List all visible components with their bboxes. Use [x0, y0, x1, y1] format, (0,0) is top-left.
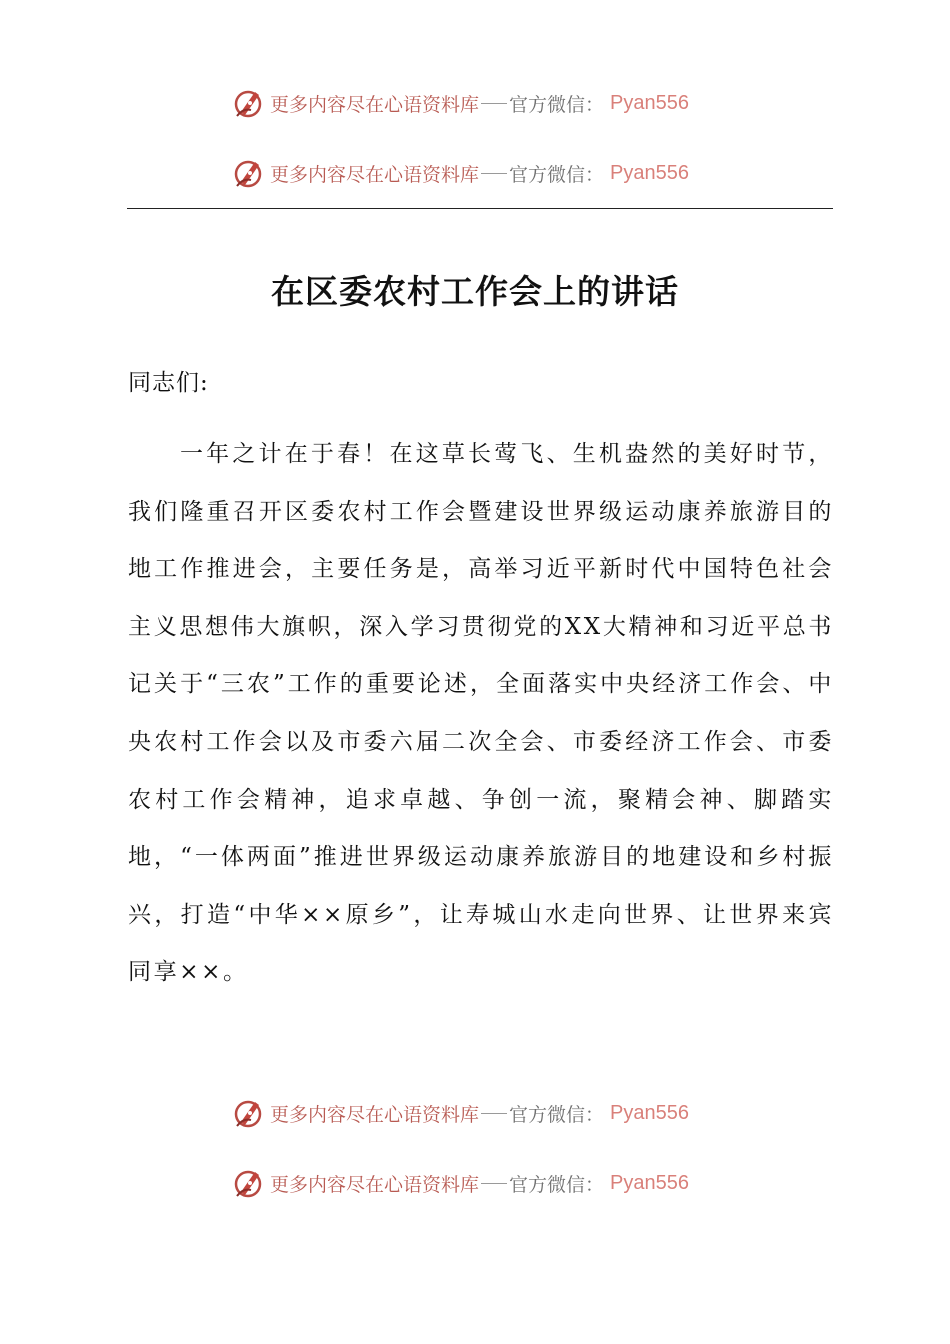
body-paragraph: 一年之计在于春！在这草长莺飞、生机盎然的美好时节，我们隆重召开区委农村工作会暨建设世界级运动康养旅游目的地工作推进会，主要任务是，高举习近平新时代中国特色社会主义思想伟大旗帜，深入学习贯彻党的XX大精神和习近平总书记关于“三农”工作的重要论述，全面落实中央经济工作会、中央农村工作会以及市委六届二次全会、市委经济工作会、市委农村工作会精神，追求卓越、争创一流，聚精会神、脚踏实地，“一体两面”推进世界级运动康养旅游目的地建设和乡村振兴，打造“中华××原乡”，让寿城山水走向世界、让世界来宾同享××。: [128, 441, 834, 986]
watermark-brand-text: 更多内容尽在心语资料库: [270, 93, 480, 116]
watermark-wechat-label: 官方微信：: [509, 163, 605, 186]
watermark-separator: [481, 103, 507, 104]
pen-nib-logo-icon: [230, 85, 266, 121]
watermark-wechat-id: Pyan556: [610, 1101, 689, 1124]
watermark-wechat-id: Pyan556: [610, 91, 689, 114]
watermark-wechat-label: 官方微信：: [509, 1173, 605, 1196]
watermark-wechat-label: 官方微信：: [509, 1103, 605, 1126]
pen-nib-logo-icon: [230, 1095, 266, 1131]
watermark-wechat-id: Pyan556: [610, 161, 689, 184]
watermark-banner: [230, 83, 689, 123]
document-title: 在区委农村工作会上的讲话: [271, 272, 679, 311]
watermark-brand-text: 更多内容尽在心语资料库: [270, 163, 480, 186]
watermark-separator: [481, 173, 507, 174]
watermark-wechat-id: Pyan556: [610, 1171, 689, 1194]
watermark-brand-text: 更多内容尽在心语资料库: [270, 1103, 480, 1126]
watermark-banner: [230, 153, 689, 193]
pen-nib-logo-icon: [230, 155, 266, 191]
watermark-banner: [230, 1163, 689, 1203]
pen-nib-logo-icon: [230, 1165, 266, 1201]
watermark-brand-text: 更多内容尽在心语资料库: [270, 1173, 480, 1196]
watermark-separator: [481, 1183, 507, 1184]
watermark-wechat-label: 官方微信：: [509, 93, 605, 116]
header-divider: [127, 208, 833, 209]
watermark-banner: [230, 1093, 689, 1133]
watermark-separator: [481, 1113, 507, 1114]
salutation: 同志们:: [128, 370, 209, 396]
